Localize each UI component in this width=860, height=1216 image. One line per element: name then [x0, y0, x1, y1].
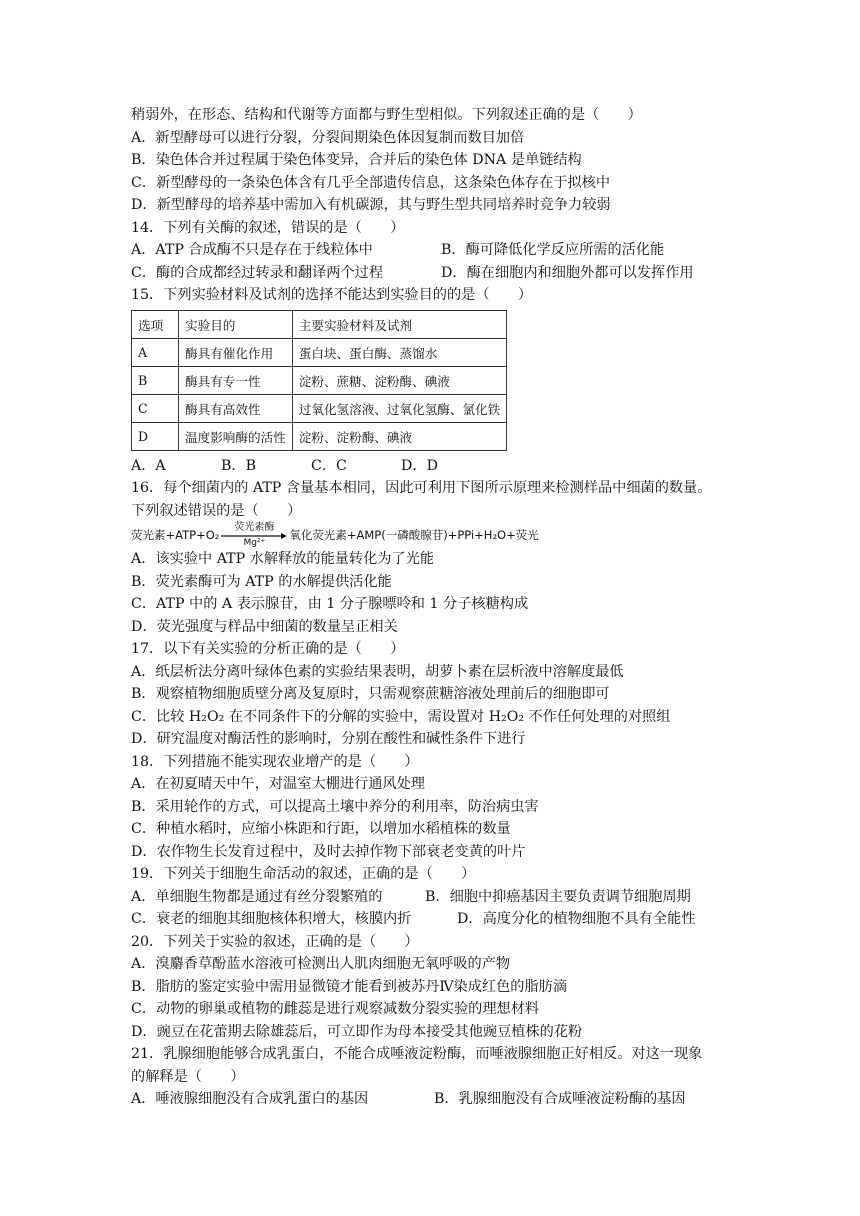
q14-stem: 14．下列有关酶的叙述，错误的是（ ）	[131, 219, 405, 236]
q19-option-c: C．衰老的细胞其细胞核体积增大，核膜内折	[131, 911, 412, 927]
q15-option-b: B．B	[221, 457, 257, 474]
q16-option-c: C．ATP 中的 A 表示腺苷，由 1 分子腺嘌呤和 1 分子核糖构成	[131, 596, 529, 612]
q15-option-a: A．A	[131, 457, 166, 474]
q16-option-d: D．荧光强度与样品中细菌的数量呈正相关	[131, 618, 398, 635]
table-cell: A	[132, 338, 179, 366]
q20-option-b: B．脂肪的鉴定实验中需用显微镜才能看到被苏丹Ⅳ染成红色的脂肪滴	[131, 978, 568, 995]
q14-option-d: D．酶在细胞内和细胞外都可以发挥作用	[441, 264, 694, 281]
q18-option-c: C．种植水稻时，应缩小株距和行距，以增加水稻植株的数量	[131, 821, 511, 837]
q13-option-b: B．染色体合并过程属于染色体变异，合并后的染色体 DNA 是单链结构	[131, 152, 582, 168]
q18-option-d: D．农作物生长发育过程中，及时去掉作物下部衰老变黄的叶片	[131, 843, 526, 860]
q15-stem: 15．下列实验材料及试剂的选择不能达到实验目的的是（ ）	[131, 287, 533, 303]
table-header-row	[132, 310, 507, 338]
formula-products: 氧化荧光素+AMP(一磷酸腺苷)+PPi+H₂O+荧光	[289, 528, 539, 542]
q19-options-row-1	[131, 886, 741, 909]
q16-option-b: B．荧光素酶可为 ATP 的水解提供活化能	[131, 573, 392, 590]
q19-options-row-2	[131, 908, 741, 931]
q21-stem-line-1: 21．乳腺细胞能够合成乳蛋白，不能合成唾液淀粉酶，而唾液腺细胞正好相反。对这一现象	[131, 1046, 703, 1062]
table-cell: 温度影响酶的活性	[179, 422, 293, 450]
table-row	[132, 338, 507, 366]
q19-option-d: D．高度分化的植物细胞不具有全能性	[457, 911, 696, 927]
q16-stem-line-2: 下列叙述错误的是（ ）	[131, 502, 302, 519]
table-cell: 酶具有催化作用	[179, 338, 293, 366]
q20-option-a: A．溴麝香草酚蓝水溶液可检测出人肌肉细胞无氧呼吸的产物	[131, 956, 511, 972]
q17-option-b: B．观察植物细胞质壁分离及复原时，只需观察蔗糖溶液处理前后的细胞即可	[131, 686, 610, 702]
table-cell: 淀粉、蔗糖、淀粉酶、碘液	[292, 366, 507, 394]
q18-option-a: A．在初夏晴天中午，对温室大棚进行通风处理	[131, 776, 425, 792]
q21-option-a: A．唾液腺细胞没有合成乳蛋白的基因	[131, 1091, 369, 1107]
table-cell: 酶具有高效性	[179, 394, 293, 422]
q15-table	[131, 310, 507, 451]
table-cell: D	[132, 422, 179, 450]
table-row	[132, 394, 507, 422]
table-cell: 蛋白块、蛋白酶、蒸馏水	[292, 338, 507, 366]
q17-option-a: A．纸层析法分离叶绿体色素的实验结果表明，胡萝卜素在层析液中溶解度最低	[131, 663, 624, 680]
arrow-catalyst: 荧光素酶	[234, 521, 275, 533]
q14-option-c: C．酶的合成都经过转录和翻译两个过程	[131, 264, 384, 281]
q14-option-b: B．酶可降低化学反应所需的活化能	[441, 242, 665, 258]
table-header-cell: 实验目的	[179, 310, 293, 338]
q17-option-d: D．研究温度对酶活性的影响时，分别在酸性和碱性条件下进行	[131, 731, 526, 747]
q19-option-a: A．单细胞生物都是通过有丝分裂繁殖的	[131, 888, 383, 905]
q16-reaction-formula	[131, 522, 741, 548]
table-cell: B	[132, 366, 179, 394]
q13-option-a: A．新型酵母可以进行分裂，分裂间期染色体因复制而数目加倍	[131, 129, 525, 146]
q16-stem-line-1: 16．每个细菌内的 ATP 含量基本相同，因此可利用下图所示原理来检测样品中细菌的数量。	[131, 480, 712, 496]
table-header-cell: 选项	[132, 310, 179, 338]
q14-option-a: A．ATP 合成酶不只是存在于线粒体中	[131, 242, 373, 258]
formula-reactants: 荧光素+ATP+O₂	[131, 528, 220, 542]
q20-stem: 20．下列关于实验的叙述，正确的是（ ）	[131, 933, 419, 950]
table-cell: 淀粉、淀粉酶、碘液	[292, 422, 507, 450]
table-cell: 酶具有专一性	[179, 366, 293, 394]
q18-option-b: B．采用轮作的方式，可以提高土壤中养分的利用率，防治病虫害	[131, 798, 539, 815]
reaction-arrow	[221, 523, 287, 548]
q17-option-c: C．比较 H₂O₂ 在不同条件下的分解的实验中，需设置对 H₂O₂ 不作任何处理的对照组	[131, 708, 671, 725]
q19-option-b: B．细胞中抑癌基因主要负责调节细胞周期	[425, 888, 691, 905]
table-row	[132, 422, 507, 450]
q16-option-a: A．该实验中 ATP 水解释放的能量转化为了光能	[131, 551, 435, 567]
q20-option-c: C．动物的卵巢或植物的雌蕊是进行观察减数分裂实验的理想材料	[131, 1001, 540, 1017]
q15-option-c: C．C	[311, 457, 347, 474]
q20-option-d: D．豌豆在花蕾期去除雄蕊后，可立即作为母本接受其他豌豆植株的花粉	[131, 1023, 583, 1040]
arrow-cofactor: Mg²⁺	[243, 537, 266, 548]
table-cell: 过氧化氢溶液、过氧化氢酶、氯化铁	[292, 394, 507, 422]
q14-options-row-1	[131, 239, 741, 262]
q21-stem-line-2: 的解释是（ ）	[131, 1068, 245, 1085]
table-row	[132, 366, 507, 394]
q13-stem-tail: 稍弱外，在形态、结构和代谢等方面都与野生型相似。下列叙述正确的是（ ）	[131, 107, 642, 123]
q15-option-d: D．D	[401, 457, 438, 474]
table-cell: C	[132, 394, 179, 422]
q18-stem: 18．下列措施不能实现农业增产的是（ ）	[131, 753, 419, 770]
table-header-cell: 主要实验材料及试剂	[292, 310, 507, 338]
q13-option-d: D．新型酵母的培养基中需加入有机碳源，其与野生型共同培养时竞争力较弱	[131, 197, 611, 213]
q14-options-row-2	[131, 262, 741, 285]
exam-page	[131, 104, 741, 1111]
q21-option-b: B．乳腺细胞没有合成唾液淀粉酶的基因	[434, 1091, 686, 1107]
q17-stem: 17．以下有关实验的分析正确的是（ ）	[131, 641, 405, 657]
q15-options-row	[131, 455, 741, 478]
q13-option-c: C．新型酵母的一条染色体含有几乎全部遗传信息，这条染色体存在于拟核中	[131, 174, 611, 191]
q21-options-row-1	[131, 1088, 741, 1111]
q19-stem: 19．下列关于细胞生命活动的叙述，正确的是（ ）	[131, 866, 476, 882]
